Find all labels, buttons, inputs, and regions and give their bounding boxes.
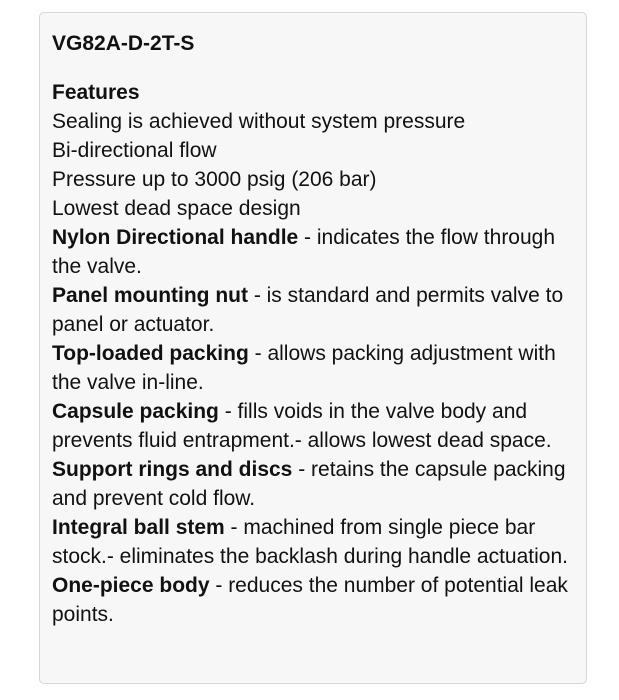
feature-description: - machined from single piece bar stock.- eliminates the backlash during handle actuation.: [52, 516, 568, 568]
features-heading: Features: [52, 81, 140, 104]
feature-term: Panel mounting nut: [52, 284, 248, 307]
feature-item: Lowest dead space design: [52, 197, 301, 220]
feature-item-support-rings-and-discs: [52, 455, 574, 513]
feature-item-top-loaded-packing: [52, 339, 574, 397]
feature-item-integral-ball-stem: [52, 513, 574, 571]
feature-item: Pressure up to 3000 psig (206 bar): [52, 168, 377, 191]
feature-term: Top-loaded packing: [52, 342, 249, 365]
feature-term: Support rings and discs: [52, 458, 293, 481]
feature-description: - is standard and permits valve to panel or actuator.: [52, 284, 564, 336]
product-description-card: [39, 12, 587, 684]
feature-description: - indicates the flow through the valve.: [52, 226, 556, 278]
feature-term: Capsule packing: [52, 400, 219, 423]
features-list: [52, 107, 574, 629]
feature-item: Bi-directional flow: [52, 139, 217, 162]
feature-item-one-piece-body: [52, 571, 574, 629]
feature-term: One-piece body: [52, 574, 210, 597]
feature-description: - retains the capsule packing and prevent cold flow.: [52, 458, 566, 510]
feature-item-capsule-packing: [52, 397, 574, 455]
product-sku: VG82A-D-2T-S: [52, 32, 195, 55]
feature-description: - reduces the number of potential leak points.: [52, 574, 568, 626]
feature-description: - fills voids in the valve body and prevents fluid entrapment.- allows lowest dead space.: [52, 400, 552, 452]
feature-term: Integral ball stem: [52, 516, 225, 539]
feature-term: Nylon Directional handle: [52, 226, 299, 249]
feature-item-nylon-directional-handle: [52, 223, 574, 281]
feature-description: - allows packing adjustment with the valve in-line.: [52, 342, 556, 394]
feature-item: Sealing is achieved without system pressure: [52, 110, 466, 133]
feature-item-panel-mounting-nut: [52, 281, 574, 339]
